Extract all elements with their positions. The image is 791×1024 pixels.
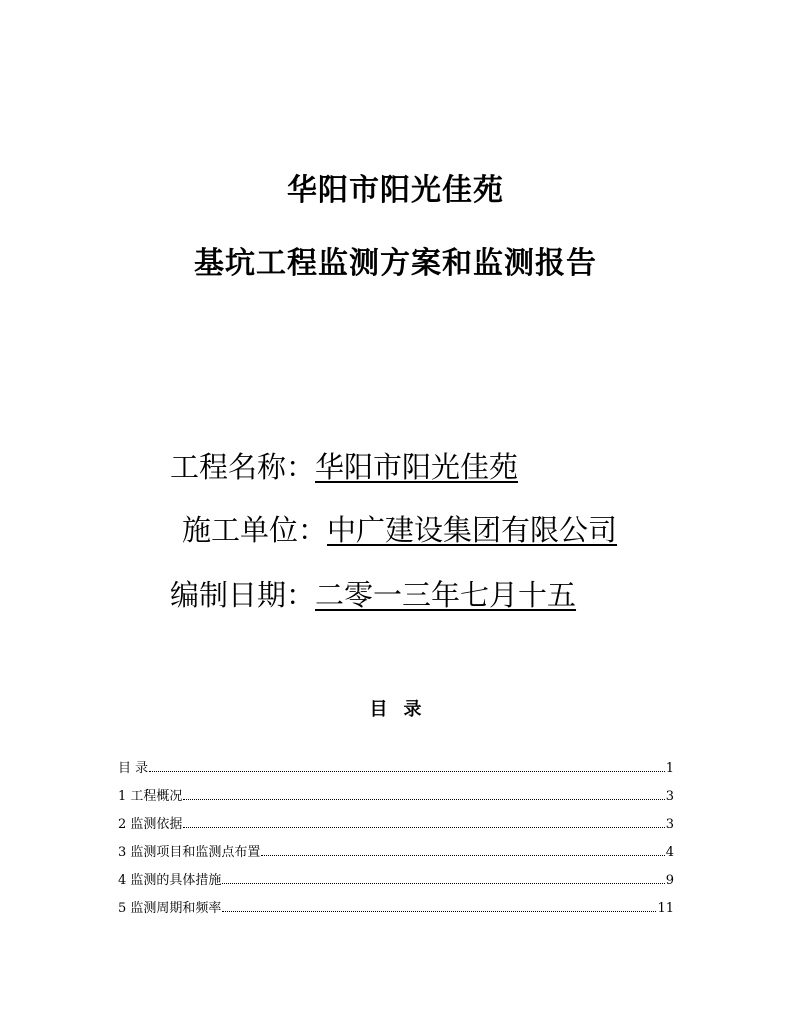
toc-entry-label: 4 监测的具体措施: [118, 873, 222, 888]
toc-entry[interactable]: [118, 897, 674, 925]
project-name-value: 华阳市阳光佳苑: [315, 450, 519, 484]
toc-entry-label: 目 录: [118, 761, 149, 776]
toc-heading: 目录: [369, 699, 438, 720]
compile-date-row: [170, 573, 576, 614]
toc-entry[interactable]: [118, 841, 674, 869]
toc-entry-label: 1 工程概况: [118, 789, 183, 804]
toc-leader-dots: [261, 855, 664, 856]
compile-date-value: 二零一三年七月十五: [315, 578, 577, 612]
toc-entry-label: 2 监测依据: [118, 817, 183, 832]
toc-entry[interactable]: [118, 869, 674, 897]
toc-leader-dots: [222, 883, 664, 884]
toc-entry-page: 3: [665, 789, 674, 804]
toc-entry-page: 1: [665, 761, 674, 776]
toc-entry-page: 11: [657, 901, 674, 916]
project-name-label: 工程名称：: [170, 450, 316, 484]
document-title-line-2: 基坑工程监测方案和监测报告: [194, 246, 597, 281]
contractor-label: 施工单位：: [182, 513, 328, 547]
contractor-row: [182, 508, 617, 549]
table-of-contents: [118, 757, 674, 925]
toc-leader-dots: [183, 799, 664, 800]
toc-entry-page: 4: [665, 845, 674, 860]
toc-entry[interactable]: [118, 785, 674, 813]
toc-entry-page: 9: [665, 873, 674, 888]
toc-entry[interactable]: [118, 813, 674, 841]
toc-entry-label: 5 监测周期和频率: [118, 901, 222, 916]
project-name-row: [170, 445, 518, 486]
toc-entry[interactable]: [118, 757, 674, 785]
toc-leader-dots: [183, 827, 664, 828]
compile-date-label: 编制日期：: [170, 578, 316, 612]
contractor-value: 中广建设集团有限公司: [327, 513, 618, 547]
toc-leader-dots: [222, 911, 656, 912]
toc-entry-label: 3 监测项目和监测点布置: [118, 845, 261, 860]
document-title-line-1: 华阳市阳光佳苑: [287, 173, 504, 208]
toc-entry-page: 3: [665, 817, 674, 832]
toc-leader-dots: [149, 771, 665, 772]
